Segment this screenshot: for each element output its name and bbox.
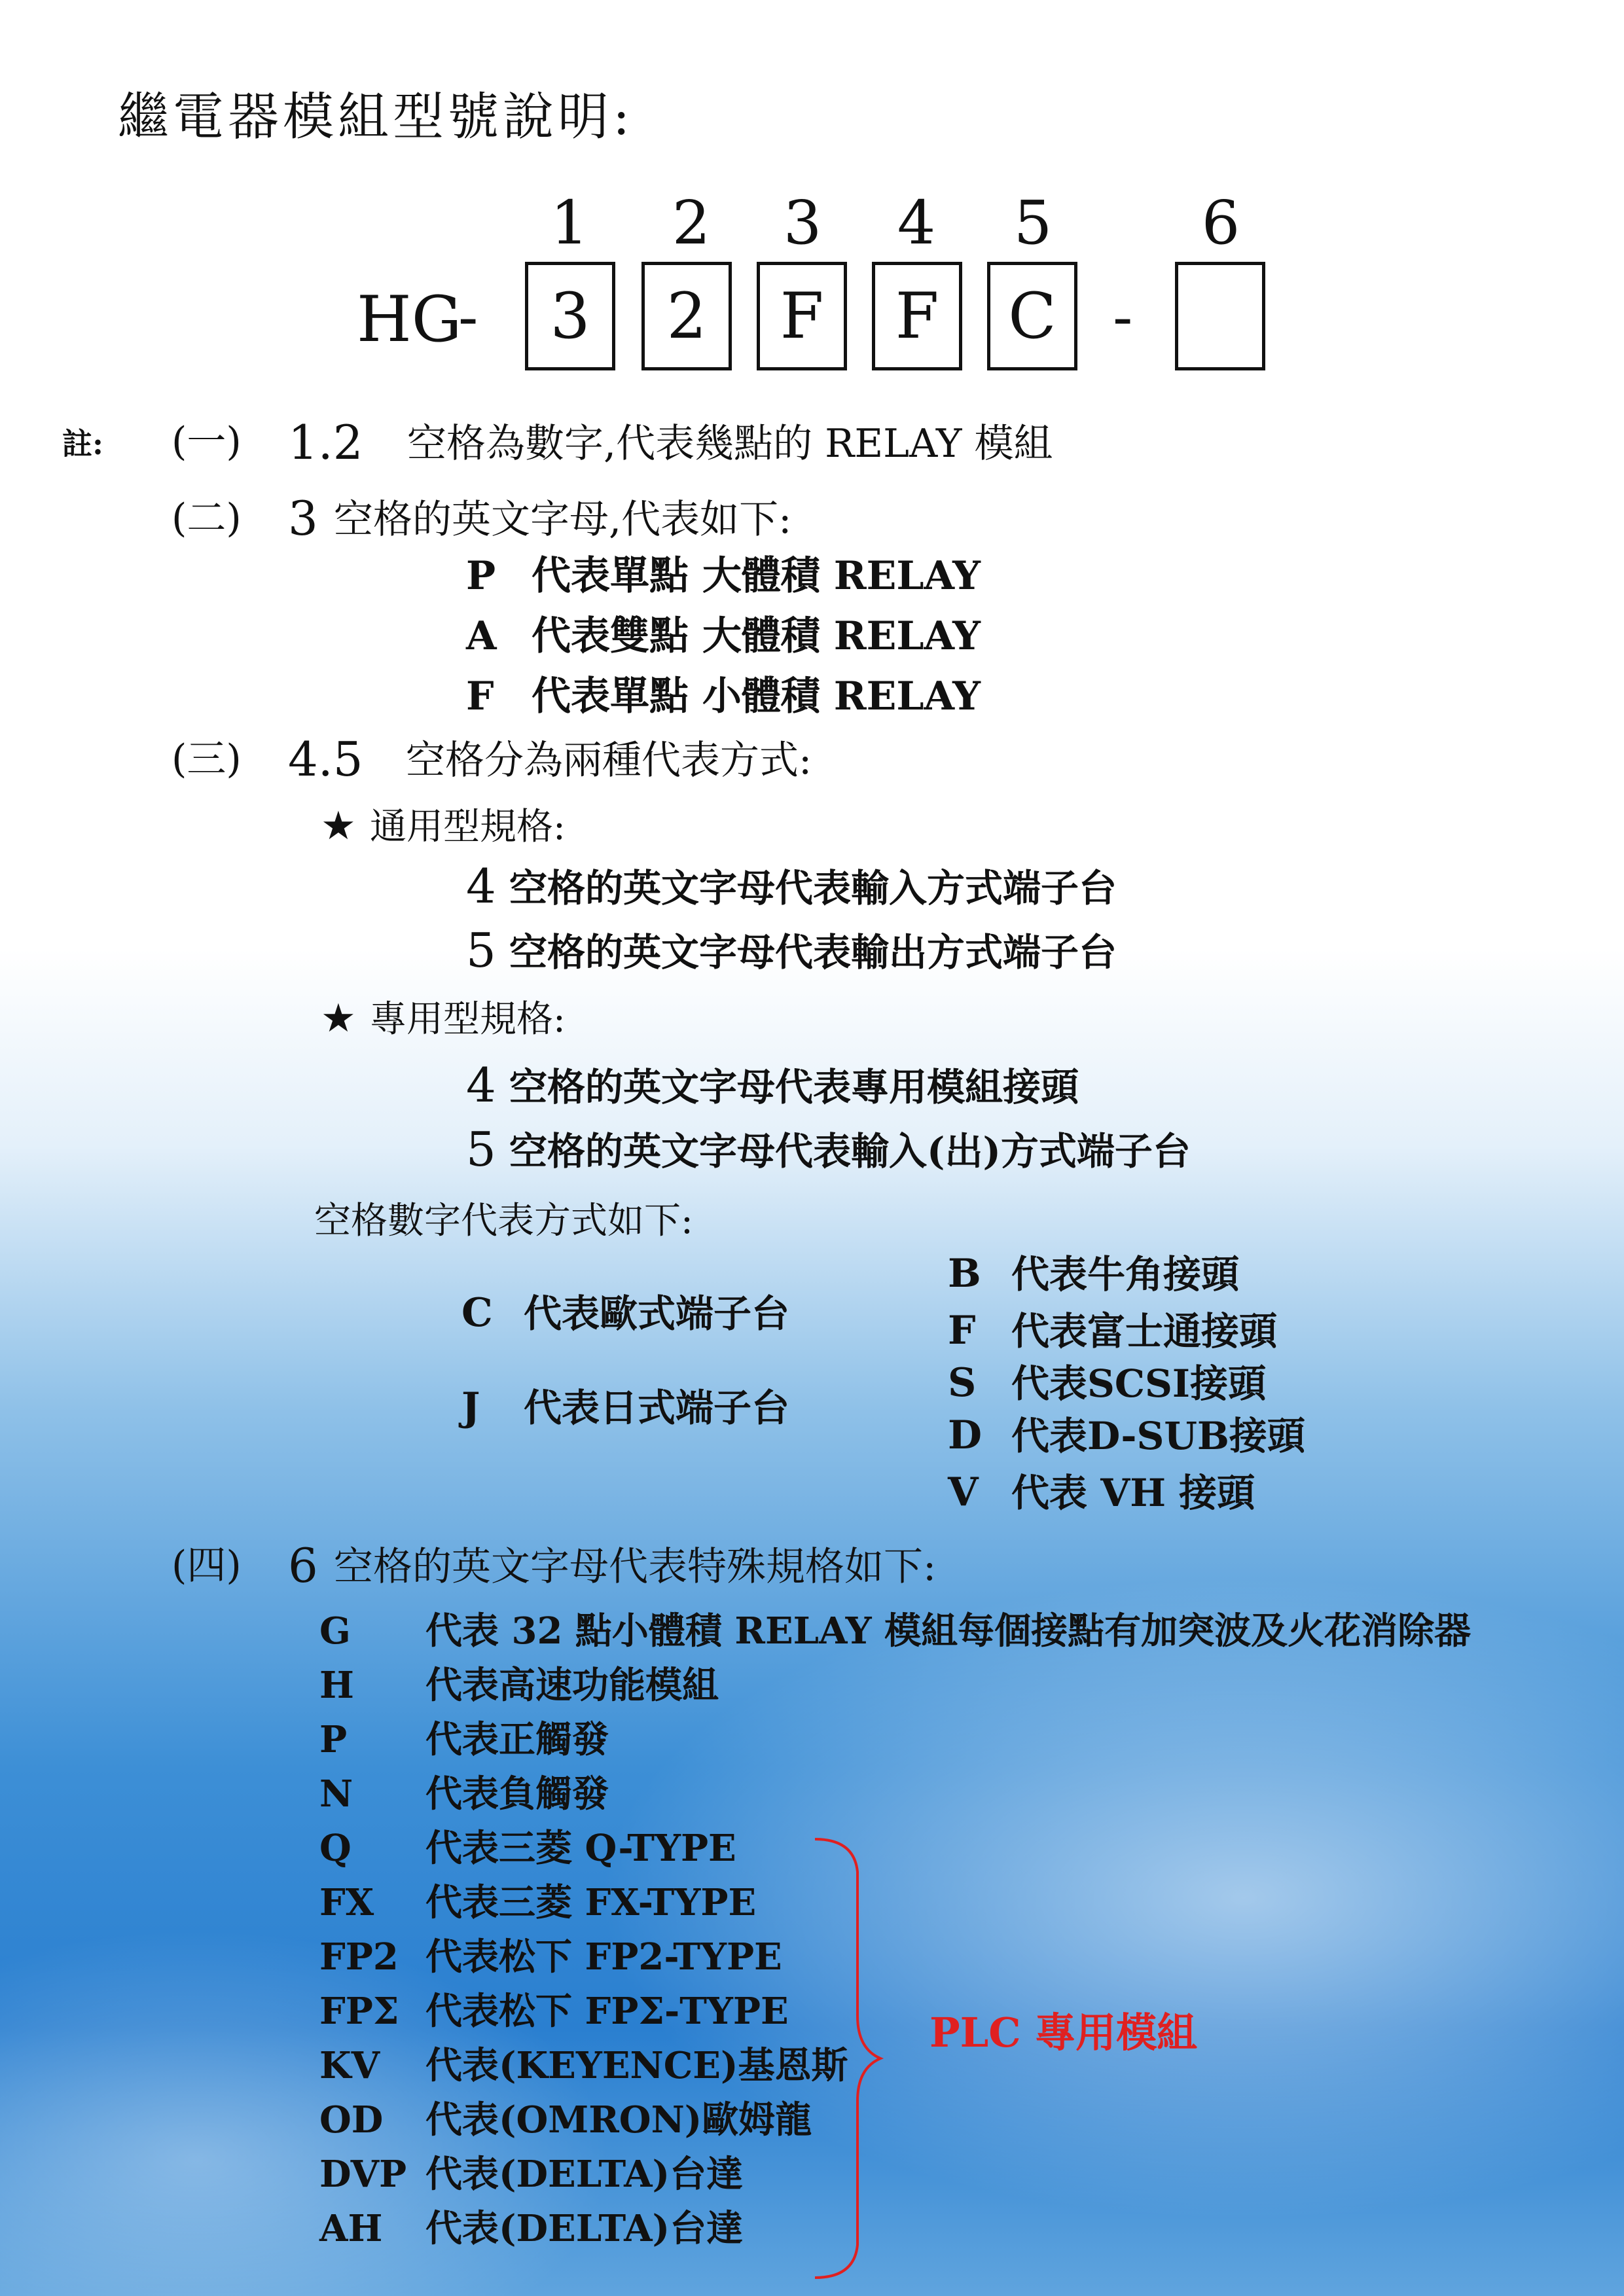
spec-code-text: 代表高速功能模組	[425, 1664, 719, 1707]
spec-code-text: 代表(OMRON)歐姆龍	[425, 2098, 812, 2142]
terminal-code-text: 代表歐式端子台	[524, 1291, 790, 1336]
spec-item-lead: 5	[466, 1122, 496, 1177]
spec-code: G	[319, 1609, 351, 1653]
spec-item-text: 空格的英文字母代表輸入方式端子台	[509, 866, 1117, 910]
position-number-3: 3	[783, 188, 822, 258]
section-4-number: (四)	[171, 1543, 242, 1588]
model-box-3: F	[757, 262, 847, 370]
connector-code-text: 代表D-SUB接頭	[1011, 1414, 1305, 1458]
star-icon: ★	[321, 996, 356, 1041]
terminal-code-letter: J	[461, 1384, 480, 1430]
special-spec-heading: 專用型規格:	[370, 998, 566, 1041]
spec-item-text: 空格的英文字母代表輸入(出)方式端子台	[509, 1129, 1191, 1174]
position-number-1: 1	[550, 188, 589, 258]
connector-code-text: 代表富士通接頭	[1011, 1309, 1278, 1354]
section-3-text: 空格分為兩種代表方式:	[406, 738, 812, 783]
spec-code-text: 代表(KEYENCE)基恩斯	[425, 2044, 848, 2087]
model-box-2: 2	[641, 262, 732, 370]
spec-code: OD	[319, 2098, 384, 2142]
model-prefix: HG	[357, 283, 462, 356]
connector-code-letter: F	[948, 1308, 976, 1354]
section-3-number: (三)	[171, 736, 242, 782]
connector-code-letter: S	[948, 1360, 977, 1406]
model-dash: -	[458, 283, 478, 351]
position-number-6: 6	[1201, 188, 1240, 258]
spec-code: FX	[319, 1881, 374, 1924]
model-box-4: F	[872, 262, 962, 370]
brace-path	[815, 1839, 880, 2278]
connector-code-text: 代表牛角接頭	[1011, 1252, 1240, 1297]
model-box-6	[1175, 262, 1265, 370]
section-4-text: 空格的英文字母代表特殊規格如下:	[334, 1544, 937, 1590]
spec-code: FPΣ	[319, 1990, 399, 2033]
spec-item-text: 空格的英文字母代表專用模組接頭	[509, 1065, 1079, 1109]
list-item-letter: A	[466, 613, 497, 659]
list-item-text: 代表單點 小體積 RELAY	[532, 673, 981, 719]
spec-code: KV	[319, 2044, 380, 2087]
terminal-code-text: 代表日式端子台	[524, 1386, 790, 1430]
terminal-code-letter: C	[461, 1290, 493, 1336]
section-2-text: 空格的英文字母,代表如下:	[334, 497, 792, 543]
plc-module-label: PLC 專用模組	[929, 2009, 1198, 2056]
model-box-5: C	[987, 262, 1077, 370]
spec-code: N	[319, 1772, 353, 1816]
spec-item-lead: 4	[466, 859, 496, 914]
connector-code-letter: D	[948, 1412, 983, 1458]
spec-code-text: 代表 32 點小體積 RELAY 模組每個接點有加突波及火花消除器	[425, 1609, 1471, 1653]
star-icon: ★	[321, 803, 356, 849]
spec-code-text: 代表三菱 FX-TYPE	[425, 1881, 757, 1924]
connector-code-letter: B	[948, 1251, 981, 1297]
list-item-letter: P	[466, 553, 496, 599]
spec-item-lead: 4	[466, 1058, 496, 1113]
codes-heading: 空格數字代表方式如下:	[314, 1200, 693, 1242]
section-1-lead: 1.2	[288, 415, 363, 470]
plc-brace-icon	[808, 1833, 887, 2291]
spec-code-text: 代表松下 FP2-TYPE	[425, 1935, 782, 1979]
connector-code-letter: V	[948, 1469, 979, 1515]
spec-code: AH	[319, 2207, 383, 2250]
list-item-letter: F	[466, 673, 494, 719]
spec-code: Q	[319, 1827, 352, 1870]
page-title: 繼電器模組型號說明:	[118, 88, 634, 147]
spec-code-text: 代表(DELTA)台達	[425, 2207, 744, 2250]
model-box-1: 3	[525, 262, 615, 370]
connector-code-text: 代表SCSI接頭	[1011, 1361, 1267, 1406]
spec-code-text: 代表三菱 Q-TYPE	[425, 1827, 736, 1870]
position-number-5: 5	[1013, 188, 1053, 258]
spec-item-text: 空格的英文字母代表輸出方式端子台	[509, 930, 1117, 975]
general-spec-heading: 通用型規格:	[370, 806, 566, 848]
spec-code-text: 代表正觸發	[425, 1718, 609, 1761]
spec-code-text: 代表(DELTA)台達	[425, 2153, 744, 2196]
position-number-4: 4	[897, 188, 936, 258]
model-dash-2: -	[1113, 283, 1133, 351]
spec-code: P	[319, 1718, 348, 1761]
spec-code-text: 代表負觸發	[425, 1772, 609, 1816]
spec-item-lead: 5	[466, 923, 496, 978]
section-3-lead: 4.5	[288, 732, 363, 787]
list-item-text: 代表單點 大體積 RELAY	[532, 553, 981, 599]
position-number-2: 2	[672, 188, 711, 258]
connector-code-text: 代表 VH 接頭	[1011, 1471, 1255, 1515]
section-1-text: 空格為數字,代表幾點的 RELAY 模組	[407, 421, 1053, 467]
section-2-lead: 3	[288, 491, 318, 546]
spec-code-text: 代表松下 FPΣ-TYPE	[425, 1990, 789, 2033]
spec-code: FP2	[319, 1935, 399, 1979]
spec-code: H	[319, 1664, 354, 1707]
section-2-number: (二)	[171, 495, 242, 541]
list-item-text: 代表雙點 大體積 RELAY	[532, 613, 981, 659]
section-1-number: (一)	[171, 419, 242, 465]
note-label: 註:	[62, 426, 103, 461]
spec-code: DVP	[319, 2153, 407, 2196]
section-4-lead: 6	[288, 1538, 318, 1593]
